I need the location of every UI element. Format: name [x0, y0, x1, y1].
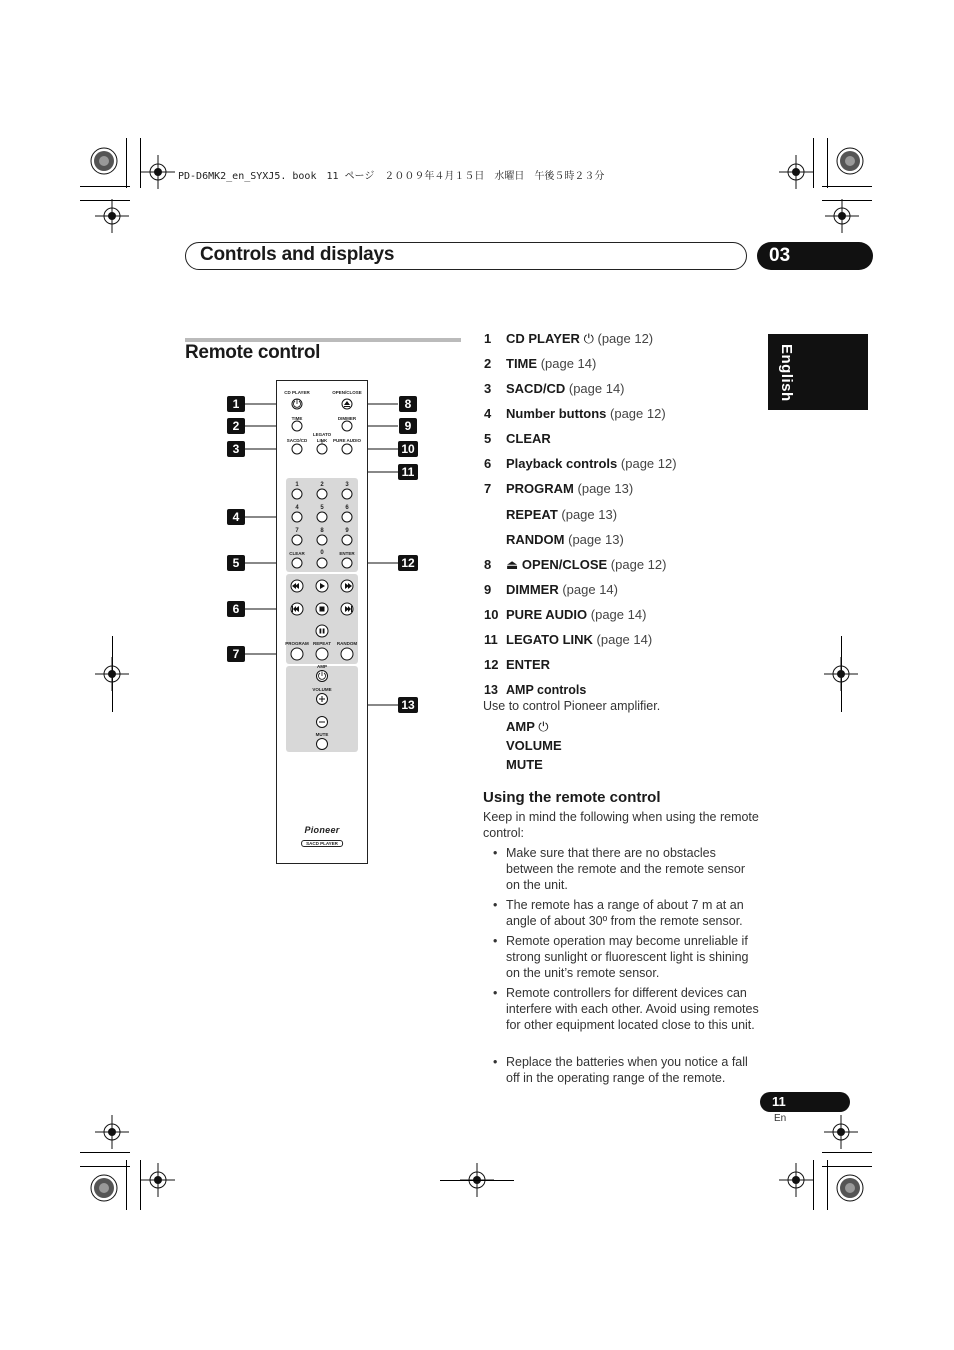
item-number: 3 [484, 381, 492, 396]
label-volume: VOLUME [312, 687, 332, 692]
brand-logo: Pioneer [304, 825, 340, 835]
callout-1: 1 [227, 396, 245, 412]
digit-label: 1 [295, 482, 299, 488]
callout-10: 10 [398, 441, 418, 457]
callout-2: 2 [227, 418, 245, 434]
item-label: LEGATO LINK [506, 632, 593, 647]
digit-0-button[interactable] [317, 558, 327, 568]
item-label: ENTER [506, 657, 551, 672]
item-number: 7 [484, 481, 492, 496]
item-page: (page 13) [561, 507, 618, 522]
page-language: En [774, 1113, 787, 1124]
item-label: RANDOM [506, 532, 565, 547]
section-title: Remote control [185, 342, 321, 363]
label-cd-player: CD PLAYER [284, 390, 310, 395]
callout-3: 3 [227, 441, 245, 457]
label-enter: ENTER [339, 551, 355, 556]
item-number: 11 [484, 632, 498, 647]
digit-label: 4 [295, 505, 299, 511]
item-page: (page 12) [620, 456, 677, 471]
amp-note: Use to control Pioneer amplifier. [483, 699, 661, 713]
digit-1-button[interactable] [292, 489, 302, 499]
callout-12: 12 [398, 555, 418, 571]
label-amp: AMP [317, 664, 327, 669]
random-button[interactable] [341, 648, 353, 660]
digit-label: 7 [295, 528, 299, 534]
callout-4: 4 [227, 509, 245, 525]
power-icon: ⏻ [583, 331, 594, 346]
dimmer-button[interactable] [342, 421, 352, 431]
item-label: AMP controls [506, 683, 587, 697]
clear-button[interactable] [292, 558, 302, 568]
model-label: SACD PLAYER [301, 840, 343, 847]
item-page: (page 12) [610, 557, 667, 572]
chapter-number: 03 [757, 242, 873, 270]
mute-button[interactable] [317, 739, 328, 750]
label-clear: CLEAR [289, 551, 305, 556]
digit-label: 2 [320, 482, 324, 488]
digit-5-button[interactable] [317, 512, 327, 522]
digit-label: 6 [345, 505, 349, 511]
item-page: (page 13) [568, 532, 624, 547]
callout-8: 8 [399, 396, 417, 412]
item-label: CD PLAYER [506, 331, 580, 346]
item-label: OPEN/CLOSE [521, 557, 608, 572]
callout-7: 7 [227, 646, 245, 662]
digit-label: 0 [320, 550, 324, 556]
pure-audio-button[interactable] [342, 444, 352, 454]
amp-subitem: MUTE [506, 757, 543, 772]
label-dimmer: DIMMER [337, 416, 357, 421]
enter-button[interactable] [342, 558, 352, 568]
digit-9-button[interactable] [342, 535, 352, 545]
repeat-button[interactable] [316, 648, 328, 660]
subsection-title: Using the remote control [483, 789, 661, 806]
time-button[interactable] [292, 421, 302, 431]
power-icon: ⏻ [538, 719, 549, 734]
item-label: Playback controls [506, 456, 618, 471]
item-label: REPEAT [506, 507, 558, 522]
sacd-cd-button[interactable] [292, 444, 302, 454]
digit-3-button[interactable] [342, 489, 352, 499]
legato-link-button[interactable] [317, 444, 327, 454]
label-mute: MUTE [315, 732, 329, 737]
callout-11: 11 [398, 464, 418, 480]
item-page: (page 14) [590, 607, 647, 622]
item-page: (page 12) [597, 331, 654, 346]
digit-7-button[interactable] [292, 535, 302, 545]
item-label: DIMMER [506, 582, 559, 597]
callout-6: 6 [227, 601, 245, 617]
callout-9: 9 [399, 418, 417, 434]
program-button[interactable] [291, 648, 303, 660]
item-number: 2 [484, 356, 492, 371]
digit-label: 8 [320, 528, 324, 534]
item-number: 5 [484, 431, 492, 446]
callout-5: 5 [227, 555, 245, 571]
chapter-title: Controls and displays [200, 244, 395, 265]
pause-button[interactable] [316, 625, 328, 637]
amp-subitem: AMP ⏻ [506, 719, 549, 734]
item-number: 10 [484, 607, 499, 622]
item-label: SACD/CD [506, 381, 566, 396]
remote-buttons [276, 380, 368, 864]
item-label: PROGRAM [506, 481, 574, 496]
item-label: TIME [506, 356, 538, 371]
label-random: RANDOM [336, 641, 358, 646]
label-open-close: OPEN/CLOSE [332, 390, 362, 395]
print-header: PD-D6MK2_en_SYXJ5. book 11 ページ ２００９年４月１５日 水曜日 午後５時２３分 [178, 171, 605, 182]
item-page: (page 12) [610, 406, 666, 421]
callout-13: 13 [398, 697, 418, 713]
label-time: TIME [291, 416, 303, 421]
subsection-intro: Keep in mind the following when using the remote control: [483, 810, 759, 840]
label-legato-link: LEGATO LINK [312, 432, 332, 443]
item-number: 9 [484, 582, 492, 597]
digit-label: 9 [345, 528, 349, 534]
item-number: 6 [484, 456, 492, 471]
label-sacd-cd: SACD/CD [286, 438, 308, 443]
amp-subitem: VOLUME [506, 738, 562, 753]
item-page: (page 14) [568, 381, 625, 396]
item-page: (page 14) [562, 582, 618, 597]
digit-label: 3 [345, 482, 349, 488]
item-page: (page 14) [540, 356, 597, 371]
digit-8-button[interactable] [317, 535, 327, 545]
item-label: CLEAR [506, 431, 551, 446]
item-number: 12 [484, 657, 499, 672]
item-number: 1 [484, 331, 492, 346]
item-number: 8 [484, 557, 492, 572]
item-page: (page 14) [596, 632, 653, 647]
digit-label: 5 [320, 505, 324, 511]
language-tab-label: English [778, 344, 795, 402]
digit-4-button[interactable] [292, 512, 302, 522]
label-program: PROGRAM [285, 641, 309, 646]
item-label: PURE AUDIO [506, 607, 588, 622]
eject-icon: ⏏ [506, 557, 519, 572]
item-number: 13 [484, 683, 498, 697]
digit-6-button[interactable] [342, 512, 352, 522]
item-page: (page 13) [577, 481, 634, 496]
item-number: 4 [484, 406, 492, 421]
digit-2-button[interactable] [317, 489, 327, 499]
page-number: 11 [760, 1092, 850, 1112]
label-repeat: REPEAT [313, 641, 331, 646]
item-label: Number buttons [506, 406, 607, 421]
label-pure-audio: PURE AUDIO [332, 438, 362, 443]
